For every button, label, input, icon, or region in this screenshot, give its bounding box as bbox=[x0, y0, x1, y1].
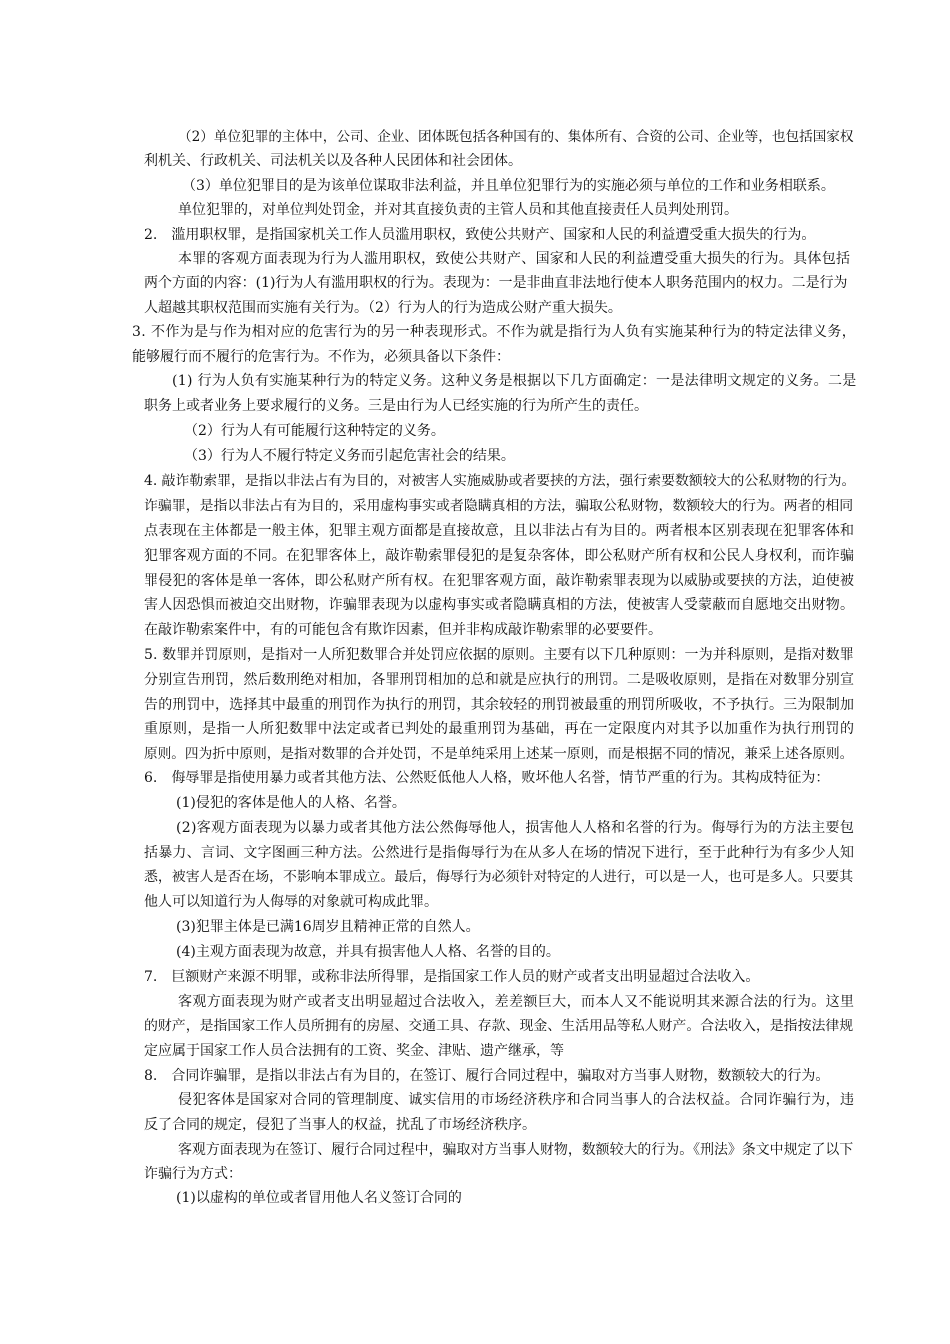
text-line: 6. 侮辱罪是指使用暴力或者其他方法、公然贬低他人人格，败坏他人名誉，情节严重的行为。其构成特征为： bbox=[144, 770, 830, 786]
text-line: 本罪的客观方面表现为行为人滥用职权，致使公共财产、国家和人民的利益遭受重大损失的行为。具体包括 bbox=[178, 251, 851, 267]
text-line: 悉，被害人是否在场，不影响本罪成立。最后，侮辱行为必须针对特定的人进行，可以是一人，也可是多人。只要其 bbox=[144, 869, 854, 885]
text-line: 括暴力、言词、文字图画三种方法。公然进行是指侮辱行为在从多人在场的情况下进行，至于此种行为有多少人知 bbox=[144, 845, 855, 861]
text-line: 诈骗罪，是指以非法占有为目的，采用虚构事实或者隐瞒真相的方法，骗取公私财物，数额较大的行为。两者的相同 bbox=[144, 498, 854, 514]
text-line: 7. 巨额财产来源不明罪，或称非法所得罪，是指国家工作人员的财产或者支出明显超过合法收入。 bbox=[144, 969, 760, 985]
text-line: (1) 行为人负有实施某种行为的特定义务。这种义务是根据以下几方面确定：一是法律明文规定的义务。二是 bbox=[172, 373, 857, 389]
text-line: 罪侵犯的客体是单一客体，即公私财产所有权。在犯罪客观方面，敲诈勒索罪表现为以威胁或要挟的方法，迫使被 bbox=[144, 573, 855, 589]
text-line: 犯罪客观方面的不同。在犯罪客体上，敲诈勒索罪侵犯的是复杂客体，即公私财产所有权和公民人身权利，而诈骗 bbox=[144, 548, 855, 564]
text-line: 客观方面表现为在签订、履行合同过程中，骗取对方当事人财物，数额较大的行为。《刑法》条文中规定了以下 bbox=[178, 1142, 854, 1158]
text-line: 客观方面表现为财产或者支出明显超过合法收入，差差额巨大，而本人又不能说明其来源合法的行为。这里 bbox=[178, 994, 855, 1010]
text-line: 职务上或者业务上要求履行的义务。三是由行为人已经实施的行为所产生的责任。 bbox=[144, 398, 648, 414]
text-line: 点表现在主体都是一般主体，犯罪主观方面都是直接故意，且以非法占有为目的。两者根本区别表现在犯罪客体和 bbox=[144, 523, 855, 539]
text-line: 在敲诈勒索案件中，有的可能包含有欺诈因素，但并非构成敲诈勒索罪的必要要件。 bbox=[144, 622, 662, 638]
text-line: （3）单位犯罪目的是为该单位谋取非法利益，并且单位犯罪行为的实施必须与单位的工作和业务相联系。 bbox=[182, 178, 835, 194]
text-line: 3. 不作为是与作为相对应的危害行为的另一种表现形式。不作为就是指行为人负有实施某种行为的特定法律义务， bbox=[132, 324, 857, 340]
text-line: 原则。四为折中原则，是指对数罪的合并处罚，不是单纯采用上述某一原则，而是根据不同的情况，兼采上述各原则。 bbox=[144, 746, 854, 762]
text-line: 两个方面的内容：(1)行为人有滥用职权的行为。表现为：一是非曲直非法地行使本人职务范围内的权力。二是行为 bbox=[144, 275, 848, 291]
text-line: （2）单位犯罪的主体中，公司、企业、团体既包括各种国有的、集体所有、合资的公司、企业等，也包括国家权 bbox=[178, 129, 854, 145]
text-line: 重原则，是指一人所犯数罪中法定或者已判处的最重刑罚为基础，再在一定限度内对其予以加重作为执行刑罚的 bbox=[144, 721, 855, 737]
text-line: 能够履行而不履行的危害行为。不作为，必须具备以下条件： bbox=[132, 349, 510, 365]
text-line: 定应属于国家工作人员合法拥有的工资、奖金、津贴、遗产继承，等 bbox=[144, 1043, 564, 1059]
text-line: 5. 数罪并罚原则，是指对一人所犯数罪合并处罚应依据的原则。主要有以下几种原则：一为并科原则，是指对数罪 bbox=[144, 647, 854, 663]
text-line: 单位犯罪的，对单位判处罚金，并对其直接负责的主管人员和其他直接责任人员判处刑罚。 bbox=[178, 202, 738, 218]
text-line: 反了合同的规定，侵犯了当事人的权益，扰乱了市场经济秩序。 bbox=[144, 1117, 536, 1133]
text-line: (4)主观方面表现为故意，并具有损害他人人格、名誉的目的。 bbox=[176, 944, 560, 960]
text-line: 侵犯客体是国家对合同的管理制度、诚实信用的市场经济秩序和合同当事人的合法权益。合同诈骗行为，违 bbox=[178, 1092, 855, 1108]
text-line: 分别宣告刑罚，然后数刑绝对相加，各罪刑罚相加的总和就是应执行的刑罚。二是吸收原则，是指在对数罪分别宣 bbox=[144, 672, 855, 688]
text-line: 诈骗行为方式： bbox=[144, 1166, 242, 1182]
text-line: （3）行为人不履行特定义务而引起危害社会的结果。 bbox=[184, 448, 515, 464]
text-line: 2. 滥用职权罪，是指国家机关工作人员滥用职权，致使公共财产、国家和人民的利益遭受重大损失的行为。 bbox=[144, 227, 816, 243]
text-line: (2)客观方面表现为以暴力或者其他方法公然侮辱他人，损害他人人格和名誉的行为。侮辱行为的方法主要包 bbox=[176, 820, 855, 836]
text-line: 他人可以知道行为人侮辱的对象就可构成此罪。 bbox=[144, 894, 438, 910]
text-line: 人超越其职权范围而实施有关行为。（2）行为人的行为造成公财产重大损失。 bbox=[144, 300, 622, 316]
text-line: 害人因恐惧而被迫交出财物，诈骗罪表现为以虚构事实或者隐瞒真相的方法，使被害人受蒙蔽而自愿地交出财物。 bbox=[144, 597, 855, 613]
text-line: 利机关、行政机关、司法机关以及各种人民团体和社会团体。 bbox=[144, 153, 522, 169]
text-line: 的财产，是指国家工作人员所拥有的房屋、交通工具、存款、现金、生活用品等私人财产。合法收入，是指按法律规 bbox=[144, 1018, 854, 1034]
text-line: (3)犯罪主体是已满16周岁且精神正常的自然人。 bbox=[176, 919, 480, 935]
text-line: (1)以虚构的单位或者冒用他人名义签订合同的 bbox=[176, 1190, 462, 1206]
text-line: （2）行为人有可能履行这种特定的义务。 bbox=[184, 423, 445, 439]
text-line: (1)侵犯的客体是他人的人格、名誉。 bbox=[176, 795, 406, 811]
text-line: 8. 合同诈骗罪，是指以非法占有为目的，在签订、履行合同过程中，骗取对方当事人财物，数额较大的行为。 bbox=[144, 1068, 830, 1084]
text-line: 告的刑罚中，选择其中最重的刑罚作为执行的刑罚，其余较轻的刑罚被最重的刑罚所吸收，不予执行。三为限制加 bbox=[144, 697, 855, 713]
text-line: 4. 敲诈勒索罪，是指以非法占有为目的，对被害人实施威胁或者要挟的方法，强行索要数额较大的公私财物的行为。 bbox=[144, 473, 856, 489]
